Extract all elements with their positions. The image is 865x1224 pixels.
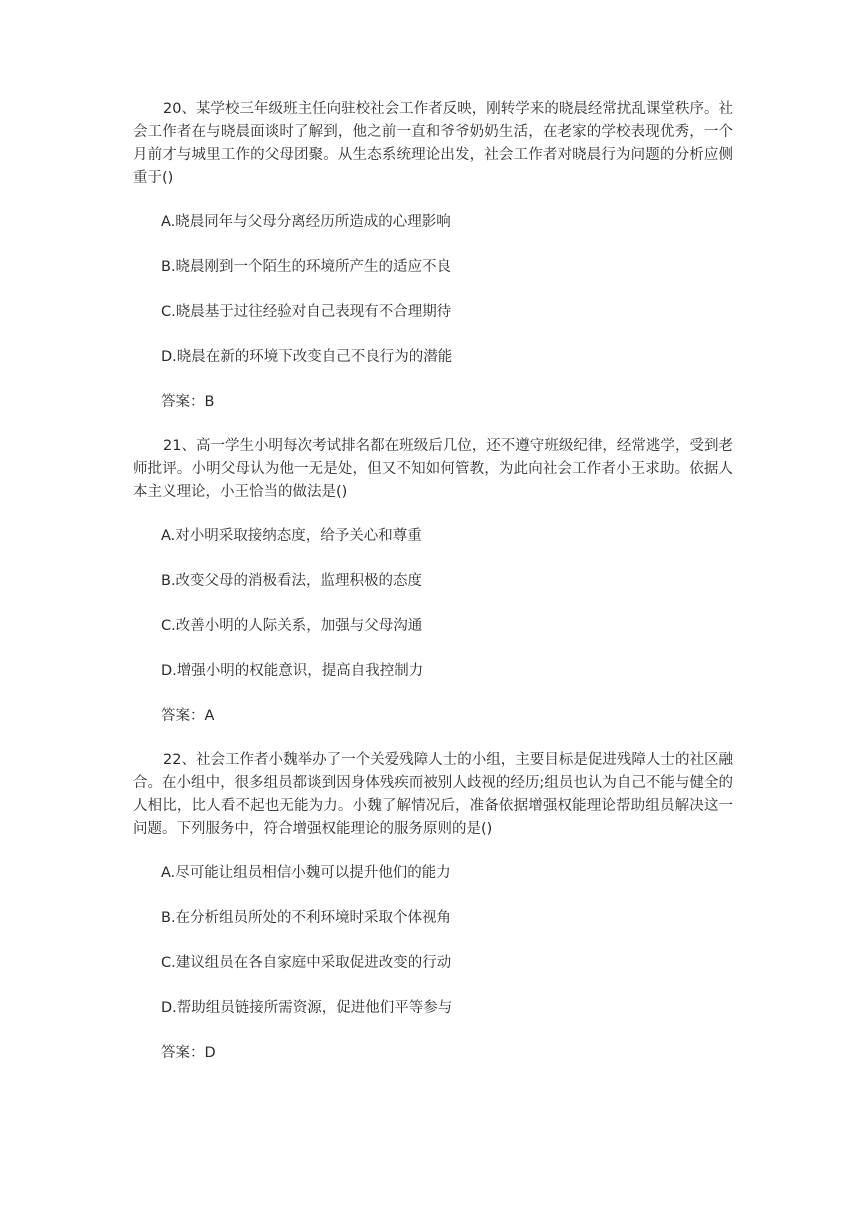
document-page [133, 98, 733, 1065]
option-d: D.晓晨在新的环境下改变自己不良行为的潜能 [161, 349, 453, 365]
question-stem: 22、社会工作者小魏举办了一个关爱残障人士的小组，主要目标是促进残障人士的社区融合。在小组中，很多组员都谈到因身体残疾而被别人歧视的经历;组员也认为自己不能与健全的人相比，比人看不起也无能为力。小魏了解情况后，准备依据增强权能理论帮助组员解决这一问题。下列服务中，符合增强权能理论的服务原则的是() [133, 752, 733, 837]
question-20 [133, 98, 733, 414]
question-22 [133, 749, 733, 1065]
question-21 [133, 435, 733, 728]
option-b: B.改变父母的消极看法，监理积极的态度 [161, 573, 423, 589]
question-stem: 20、某学校三年级班主任向驻校社会工作者反映，刚转学来的晓晨经常扰乱课堂秩序。社会工作者在与晓晨面谈时了解到，他之前一直和爷爷奶奶生活，在老家的学校表现优秀，一个月前才与城里工作的父母团聚。从生态系统理论出发，社会工作者对晓晨行为问题的分析应侧重于() [133, 101, 733, 186]
option-c: C.改善小明的人际关系，加强与父母沟通 [161, 618, 423, 634]
option-c: C.晓晨基于过往经验对自己表现有不合理期待 [161, 304, 452, 320]
option-b: B.在分析组员所处的不利环境时采取个体视角 [161, 910, 452, 926]
option-d: D.增强小明的权能意识，提高自我控制力 [161, 663, 424, 679]
option-c: C.建议组员在各自家庭中采取促进改变的行动 [161, 955, 452, 971]
option-a: A.对小明采取接纳态度，给予关心和尊重 [161, 528, 422, 544]
answer: 答案：A [161, 708, 215, 724]
answer: 答案：D [161, 1045, 216, 1061]
answer: 答案：B [161, 394, 215, 410]
option-d: D.帮助组员链接所需资源，促进他们平等参与 [161, 1000, 453, 1016]
question-stem: 21、高一学生小明每次考试排名都在班级后几位，还不遵守班级纪律，经常逃学，受到老师批评。小明父母认为他一无是处，但又不知如何管教，为此向社会工作者小王求助。依据人本主义理论，小王恰当的做法是() [133, 438, 733, 500]
option-b: B.晓晨刚到一个陌生的环境所产生的适应不良 [161, 259, 452, 275]
option-a: A.晓晨同年与父母分离经历所造成的心理影响 [161, 214, 451, 230]
option-a: A.尽可能让组员相信小魏可以提升他们的能力 [161, 865, 451, 881]
